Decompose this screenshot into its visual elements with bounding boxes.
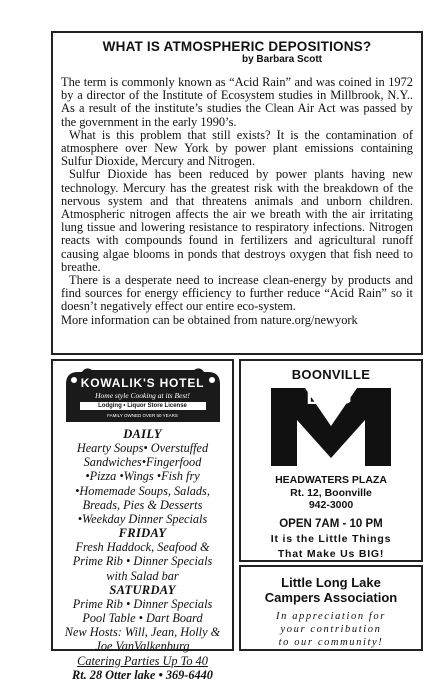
daily-line: •Homemade Soups, Salads,: [75, 483, 210, 498]
catering-line: Catering Parties Up To 40: [77, 653, 208, 668]
big-m-letter: [269, 465, 393, 466]
lake-name-1: Little Long Lake: [281, 575, 381, 590]
hotel-sign-name: KOWALIK'S HOTEL: [80, 376, 205, 390]
friday-heading: FRIDAY: [118, 526, 167, 541]
lake-thanks-3: to our community!: [278, 637, 384, 648]
lake-thanks-2: your contribution: [280, 624, 382, 635]
big-m-hours: OPEN 7AM - 10 PM: [279, 517, 383, 530]
daily-line: Hearty Soups• Overstuffed: [76, 441, 209, 455]
daily-line: •Pizza •Wings •Fish fry: [85, 469, 200, 484]
big-m-town: BOONVILLE: [291, 367, 371, 382]
article-paragraph-2: What is this problem that still exists? It is the contamination of atmosphere over New York by power plant emissions containing Sulfur Dioxide, Mercury and Nitrogen.: [61, 127, 413, 169]
hotel-address: Rt. 28 Otter lake • 369-6440: [72, 667, 213, 682]
article-byline: by Barbara Scott: [241, 54, 323, 65]
friday-line: Fresh Haddock, Seafood &: [75, 540, 210, 555]
lake-name-2: Campers Association: [264, 590, 398, 605]
friday-line: Prime Rib • Dinner Specials: [72, 554, 213, 569]
daily-line: •Weekday Dinner Specials: [77, 512, 208, 527]
big-m-route: Rt. 12, Boonville: [290, 486, 372, 499]
saturday-heading: SATURDAY: [109, 582, 176, 597]
saturday-line: Prime Rib • Dinner Specials: [72, 596, 213, 611]
hotel-sign-license: Lodging • Liquor Store License: [80, 402, 206, 410]
big-m-motto-2: That Make Us BIG!: [277, 547, 385, 560]
article-box: [51, 31, 423, 355]
article-paragraph-3: Sulfur Dioxide has been reduced by power plants having new technology. Mercury has the greatest risk with the breakdown of the nervous system and that threatens animals and unborn children. Atmospheric nitrogen affects the air we breath with the air irritating lung tissue and lowering resistance to respiratory infections. Nitrogen reacts with compounds found in fertilizers and agricultural runoff causing algae blooms in ponds that destroys oxygen that fish need to breathe.: [61, 167, 413, 274]
saturday-line: Pool Table • Dart Board: [82, 611, 203, 626]
big-m-ad: [239, 359, 423, 562]
daily-heading: DAILY: [123, 427, 162, 441]
little-long-lake-ad: [239, 565, 423, 651]
big-m-word-big: BIG: [306, 386, 356, 409]
kowaliks-hotel-ad: [51, 359, 234, 682]
hotel-sign-family: FAMILY OWNED OVER 50 YEARS: [107, 413, 178, 418]
big-m-phone: 942-3000: [308, 499, 354, 511]
hotel-sign-logo: [62, 366, 224, 424]
friday-line: with Salad bar: [106, 568, 179, 583]
article-paragraph-4: There is a desperate need to increase clean-energy by products and find sources for energy efficiency to further reduce “Acid Rain” so it doesn’t negatively effect our entire eco-system.: [61, 273, 413, 314]
lake-thanks-1: In appreciation for: [276, 611, 386, 622]
article-title: WHAT IS ATMOSPHERIC DEPOSITIONS?: [102, 39, 372, 54]
big-m-motto-1: It is the Little Things: [270, 532, 392, 545]
saturday-line: Joe VanValkenburg: [95, 639, 190, 654]
saturday-line: New Hosts: Will, Jean, Holly &: [64, 625, 221, 640]
daily-line: Breads, Pies & Desserts: [82, 497, 203, 512]
article-more-info: More information can be obtained from nature.org/newyork: [61, 312, 358, 327]
big-m-logo: [269, 386, 393, 468]
daily-line: Sandwiches•Fingerfood: [83, 455, 202, 470]
article-paragraph-1: The term is commonly known as “Acid Rain” and was coined in 1972 by a director of the Institute of Ecosystem studies in Millbrook, N.Y.. As a result of the institute’s studies the Clean Air Act was passed by the government in the early 1990’s.: [61, 75, 413, 129]
big-m-plaza: HEADWATERS PLAZA: [275, 474, 387, 486]
hotel-sign-tagline: Home style Cooking at its Best!: [95, 391, 190, 400]
